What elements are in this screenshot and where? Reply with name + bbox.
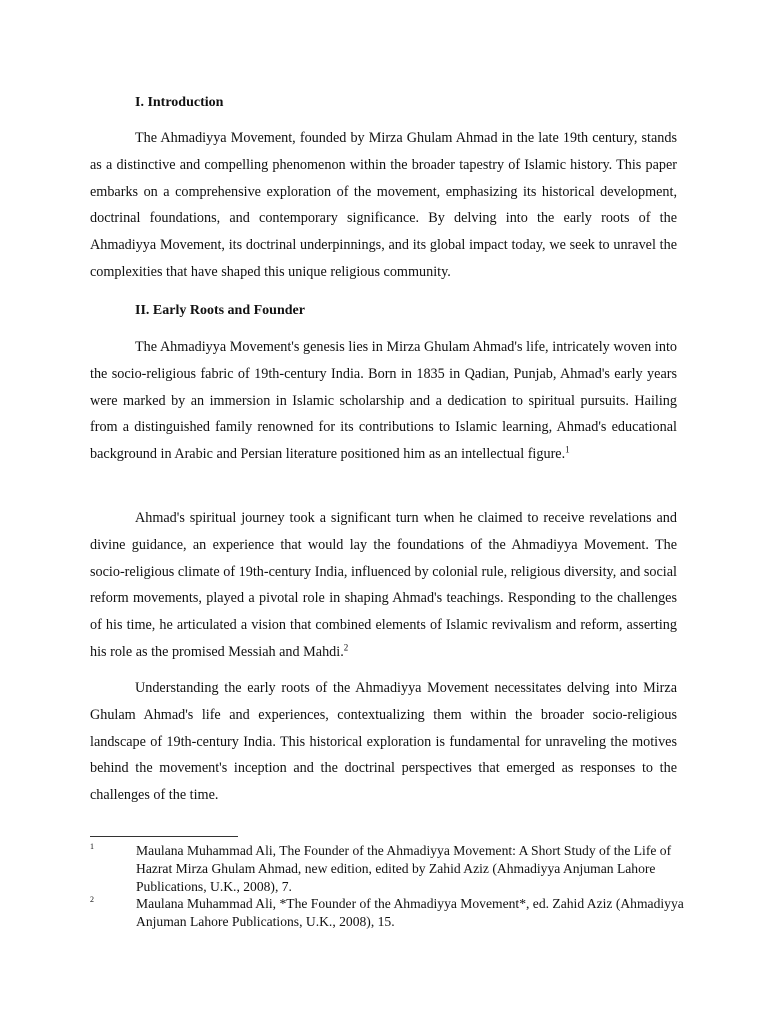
paragraph-text: Ahmad's spiritual journey took a significant turn when he claimed to receive revelations and divine guidance, an experience that would lay the foundations of the Ahmadiyya Movement. The socio-religious climate of 19th-century India, influenced by colonial rule, religious diversity, and social reform movements, played a pivotal role in shaping Ahmad's teachings. Responding to the challenges of his time, he articulated a vision that combined elements of Islamic revivalism and reform, asserting his role as the promised Messiah and Mahdi. (90, 510, 677, 660)
paragraph-text: The Ahmadiyya Movement's genesis lies in Mirza Ghulam Ahmad's life, intricately woven into the socio-religious fabric of 19th-century India. Born in 1835 in Qadian, Punjab, Ahmad's early years were marked by an immersion in Islamic scholarship and a dedication to spiritual pursuits. Hailing from a distinguished family renowned for its contributions to Islamic learning, Ahmad's educational background in Arabic and Persian literature positioned him as an intellectual figure. (90, 339, 677, 463)
footnote-2 (90, 895, 685, 931)
paragraph-early-roots-2 (90, 505, 677, 666)
footnote-text: Maulana Muhammad Ali, The Founder of the Ahmadiyya Movement: A Short Study of the Life of Hazrat Mirza Ghulam Ahmad, new edition, edited by Zahid Aziz (Ahmadiyya Anjuman Lahore Publications, U.K., 2008), 7. (136, 843, 672, 894)
footnote-marker: 1 (90, 842, 94, 851)
footnote-separator (90, 836, 238, 837)
section-heading-early-roots: II. Early Roots and Founder (135, 303, 305, 318)
footnote-marker: 2 (90, 895, 94, 904)
paragraph-text: Understanding the early roots of the Ahmadiyya Movement necessitates delving into Mirza Ghulam Ahmad's life and experiences, contextualizing them within the broader socio-religious landscape of 19th-century India. This historical exploration is fundamental for unraveling the motives behind the movement's inception and the doctrinal perspectives that emerged as responses to the challenges of the time. (90, 680, 677, 804)
paragraph-early-roots-1 (90, 334, 677, 468)
paragraph-early-roots-3 (90, 675, 677, 809)
footnote-1 (90, 842, 685, 896)
section-heading-introduction: I. Introduction (135, 95, 224, 110)
paragraph-text: The Ahmadiyya Movement, founded by Mirza Ghulam Ahmad in the late 19th century, stands as a distinctive and compelling phenomenon within the broader tapestry of Islamic history. This paper embarks on a comprehensive exploration of the movement, emphasizing its historical development, doctrinal foundations, and contemporary significance. By delving into the early roots of the Ahmadiyya Movement, its doctrinal underpinnings, and its global impact today, we seek to unravel the complexities that have shaped this unique religious community. (90, 130, 677, 280)
footnote-reference[interactable]: 2 (343, 642, 349, 653)
footnote-reference[interactable]: 1 (565, 444, 570, 455)
paragraph-introduction (90, 125, 677, 286)
footnote-text: Maulana Muhammad Ali, *The Founder of the Ahmadiyya Movement*, ed. Zahid Aziz (Ahmadiyya Anjuman Lahore Publications, U.K., 2008), 15. (136, 896, 684, 929)
